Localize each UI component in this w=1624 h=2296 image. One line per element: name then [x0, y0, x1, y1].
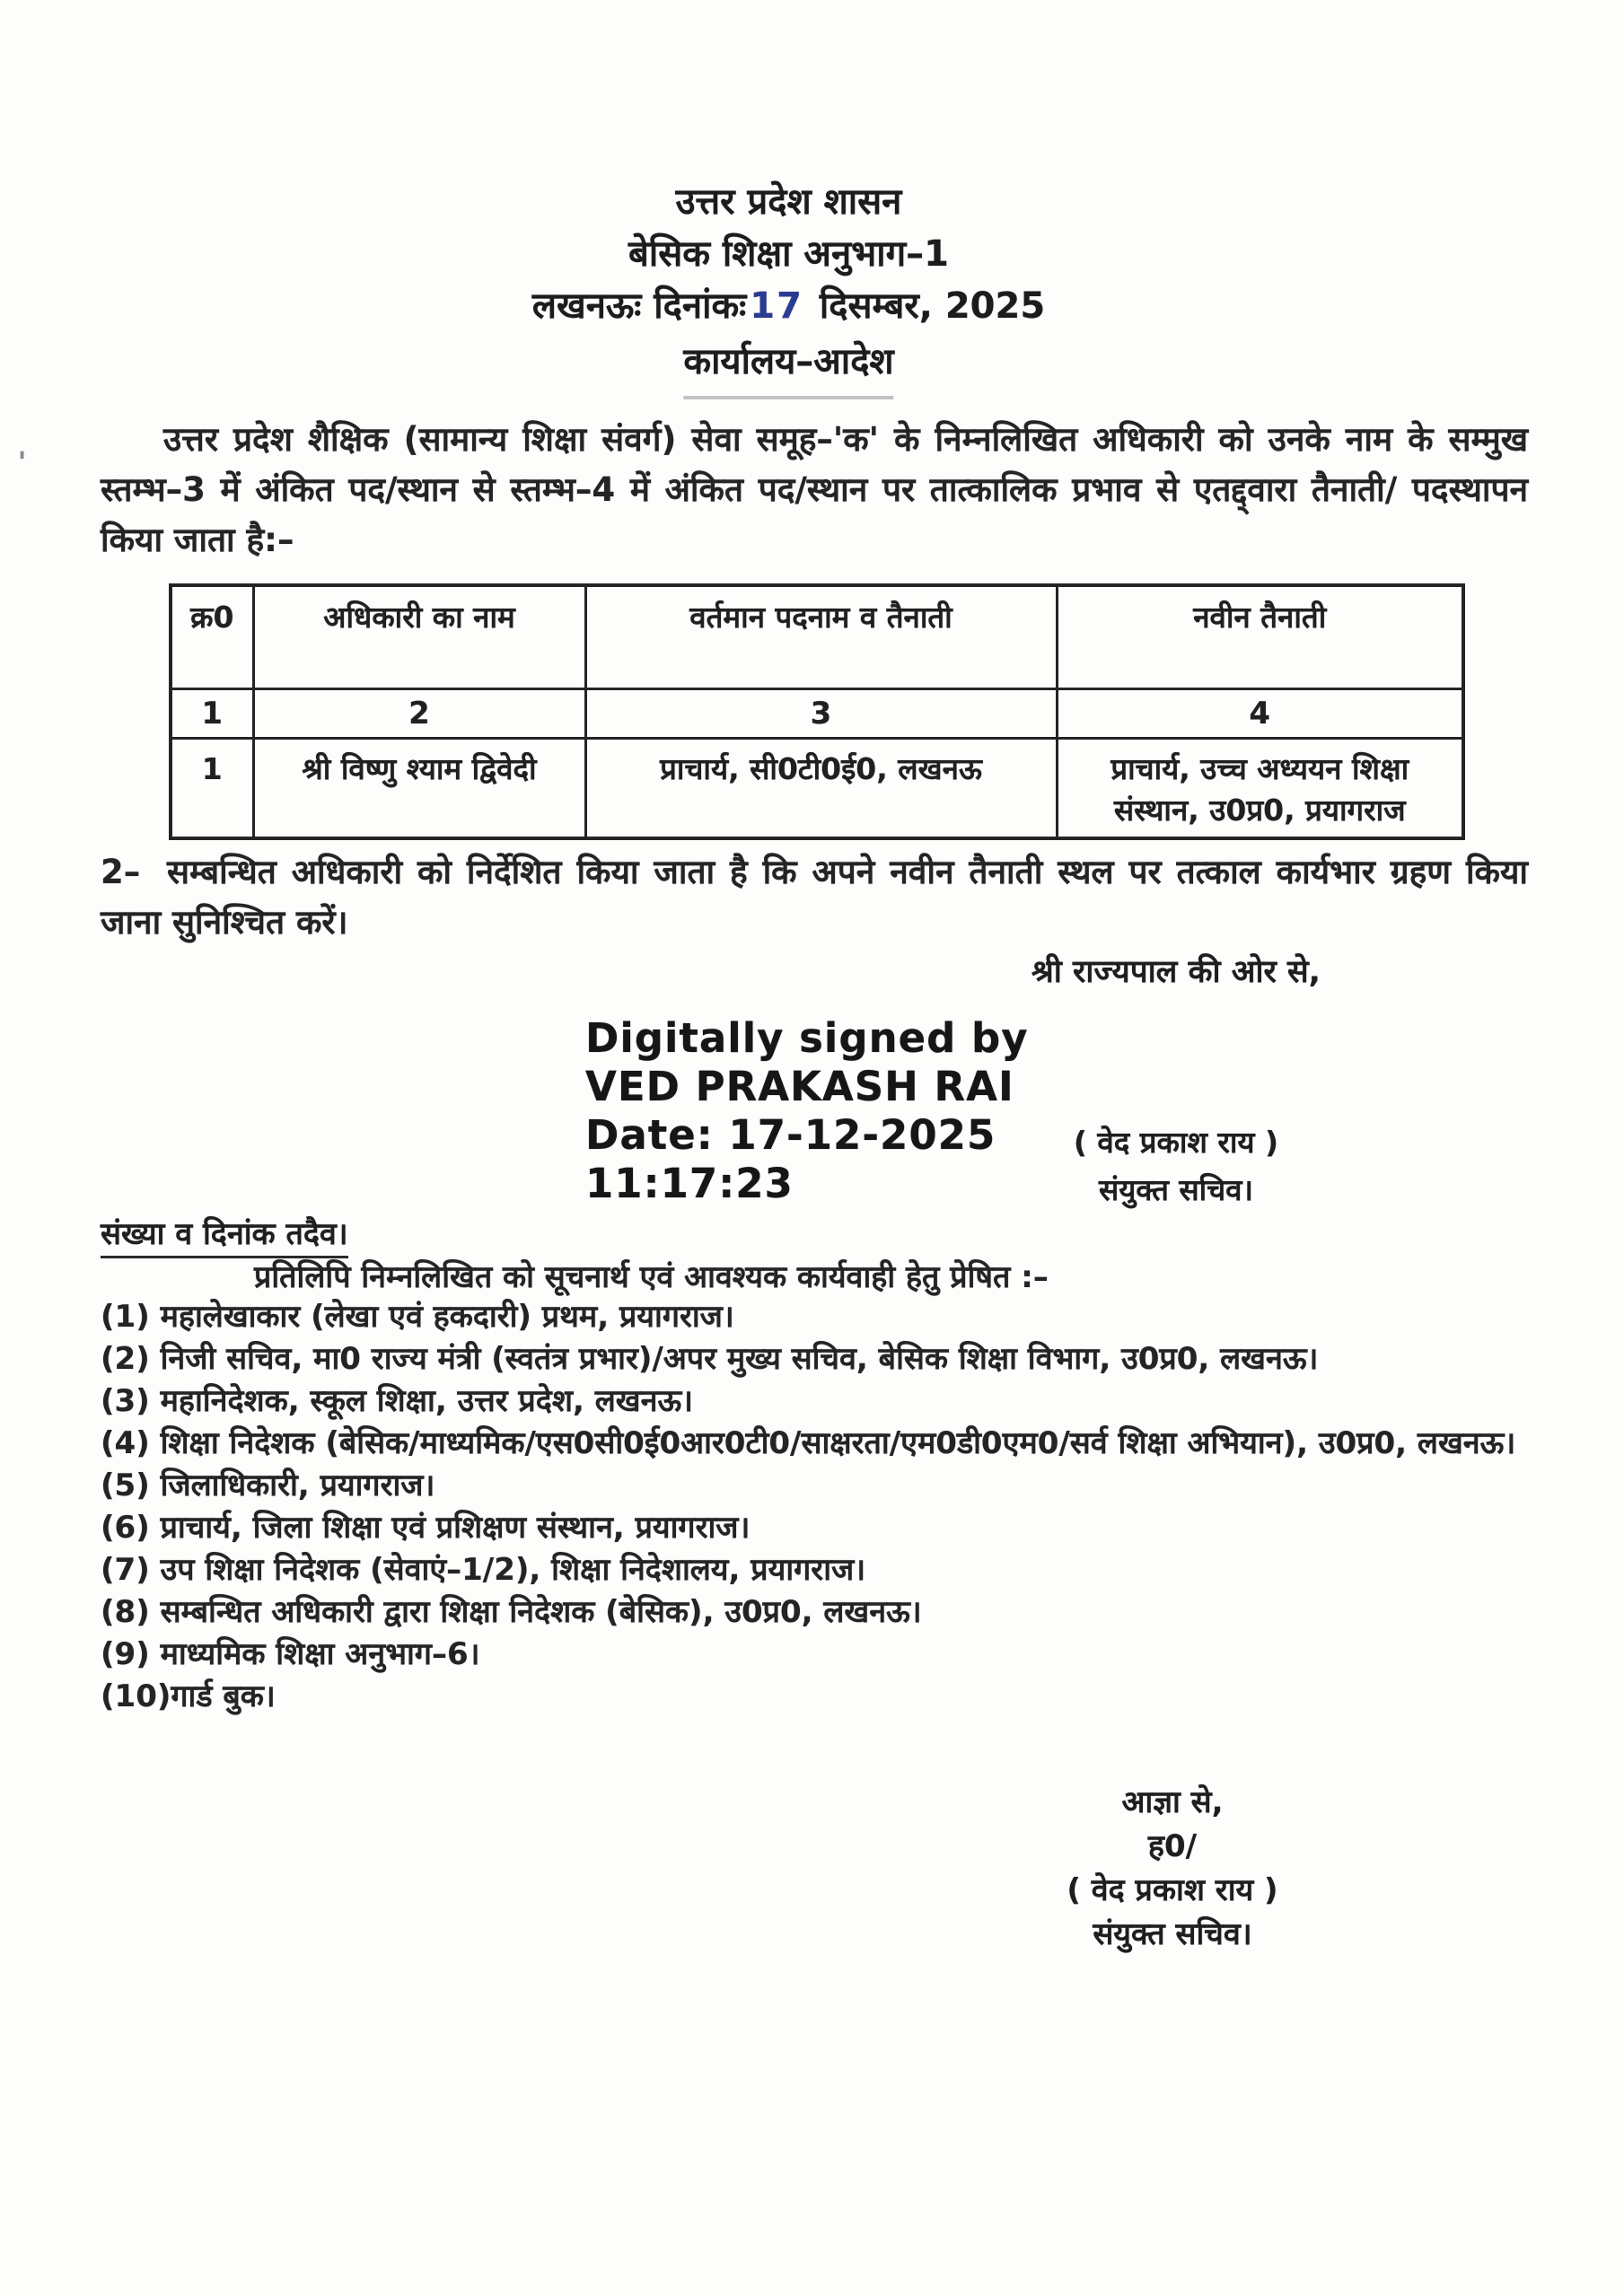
colnum-1: 1	[171, 689, 253, 739]
header-officer-name: अधिकारी का नाम	[253, 585, 585, 689]
column-number-row	[171, 689, 1463, 739]
footer-signer-title: संयुक्त सचिव।	[1093, 1916, 1252, 1952]
copy-item: (2) निजी सचिव, मा0 राज्य मंत्री (स्वतंत्र प्रभार)/अपर मुख्य सचिव, बेसिक शिक्षा विभाग, उ0प्र0, लखनऊ।	[101, 1341, 1319, 1377]
officer-data-row	[171, 739, 1463, 839]
footer-signed-abbrev: ह0/	[1147, 1828, 1198, 1864]
copy-item: (7) उप शिक्षा निदेशक (सेवाएं–1/2), शिक्षा निदेशालय, प्रयागराज।	[101, 1552, 866, 1588]
cell-officer-name: श्री विष्णु श्याम द्विवेदी	[253, 739, 585, 839]
cell-new-posting: प्राचार्य, उच्च अध्ययन शिक्षा संस्थान, उ0प्र0, प्रयागराज	[1057, 739, 1463, 839]
copy-item: (10)गार्ड बुक।	[101, 1678, 276, 1714]
transfer-table-wrap	[169, 583, 1465, 840]
copy-item: (5) जिलाधिकारी, प्रयागराज।	[101, 1468, 435, 1503]
header-current-posting: वर्तमान पदनाम व तैनाती	[585, 585, 1057, 689]
header-serial: क्र0	[171, 585, 253, 689]
transfer-table	[169, 583, 1465, 840]
digital-signature-line-1: Digitally signed by	[585, 1014, 1029, 1062]
copy-item: (9) माध्यमिक शिक्षा अनुभाग–6।	[101, 1636, 480, 1672]
colnum-2: 2	[253, 689, 585, 739]
directive-paragraph	[101, 847, 1528, 948]
reference-number-line: संख्या व दिनांक तदैव।	[101, 1212, 348, 1258]
cell-serial: 1	[171, 739, 253, 839]
paragraph-text: सम्बन्धित अधिकारी को निर्देशित किया जाता है कि अपने नवीन तैनाती स्थल पर तत्काल कार्यभार ग्रहण किया जाना सुनिश्चित करें।	[101, 853, 1528, 942]
intro-paragraph: उत्तर प्रदेश शैक्षिक (सामान्य शिक्षा संवर्ग) सेवा समूह–'क' के निम्नलिखित अधिकारी को उनके नाम के सम्मुख स्तम्भ–3 में अंकित पद/स्थान से स्तम्भ–4 में अंकित पद/स्थान पर तात्कालिक प्रभाव से एतद्द्वारा तैनाती/ पदस्थापन किया जाता है:–	[101, 420, 1528, 559]
copy-item: (1) महालेखाकार (लेखा एवं हकदारी) प्रथम, प्रयागराज।	[101, 1299, 734, 1335]
signer-block	[1023, 1118, 1329, 1214]
stray-scan-mark: '	[18, 447, 27, 478]
header-government-name: उत्तर प्रदेश शासन	[675, 181, 902, 223]
digital-signature-line-4: 11:17:23	[585, 1160, 794, 1207]
footer-by-order: आज्ञा से,	[1121, 1784, 1224, 1820]
table-header-row	[171, 585, 1463, 689]
signer-title: संयुक्त सचिव।	[1098, 1172, 1254, 1207]
header-section-name: बेसिक शिक्षा अनुभाग–1	[628, 233, 950, 275]
document-header	[532, 176, 1045, 399]
paragraph-number: 2–	[101, 853, 141, 891]
date-prefix: लखनऊः दिनांकः	[531, 285, 747, 327]
order-title: कार्यालय–आदेश	[683, 336, 893, 399]
footer-signer-name: ( वेद प्रकाश राय )	[1067, 1872, 1278, 1908]
colnum-3: 3	[585, 689, 1057, 739]
signer-name: ( वेद प्रकाश राय )	[1073, 1125, 1279, 1160]
date-suffix: दिसम्बर, 2025	[806, 285, 1046, 327]
order-title-line	[532, 336, 1045, 399]
digital-signature-line-2: VED PRAKASH RAI	[585, 1063, 1014, 1110]
header-new-posting: नवीन तैनाती	[1057, 585, 1463, 689]
copy-distribution-list	[101, 1296, 1530, 1718]
colnum-4: 4	[1057, 689, 1463, 739]
by-order-of-governor-line: श्री राज्यपाल की ओर से,	[1031, 954, 1321, 990]
digital-signature-block	[585, 1014, 1029, 1208]
copy-item: (3) महानिदेशक, स्कूल शिक्षा, उत्तर प्रदेश, लखनऊ।	[101, 1383, 694, 1419]
digital-signature-line-3: Date: 17-12-2025	[585, 1111, 996, 1159]
copy-item: (8) सम्बन्धित अधिकारी द्वारा शिक्षा निदेशक (बेसिक), उ0प्र0, लखनऊ।	[101, 1594, 922, 1630]
cell-current-posting: प्राचार्य, सी0टी0ई0, लखनऊ	[585, 739, 1057, 839]
footer-signature-block	[975, 1781, 1370, 1957]
header-date-line	[532, 280, 1045, 332]
copy-intro-line: प्रतिलिपि निम्नलिखित को सूचनार्थ एवं आवश्यक कार्यवाही हेतु प्रेषित :–	[254, 1259, 1049, 1295]
handwritten-date-day: 17	[750, 285, 803, 327]
copy-item: (6) प्राचार्य, जिला शिक्षा एवं प्रशिक्षण संस्थान, प्रयागराज।	[101, 1510, 751, 1546]
copy-item: (4) शिक्षा निदेशक (बेसिक/माध्यमिक/एस0सी0ई0आर0टी0/साक्षरता/एम0डी0एम0/सर्व शिक्षा अभियान), उ0प्र0, लखनऊ।	[101, 1425, 1516, 1461]
